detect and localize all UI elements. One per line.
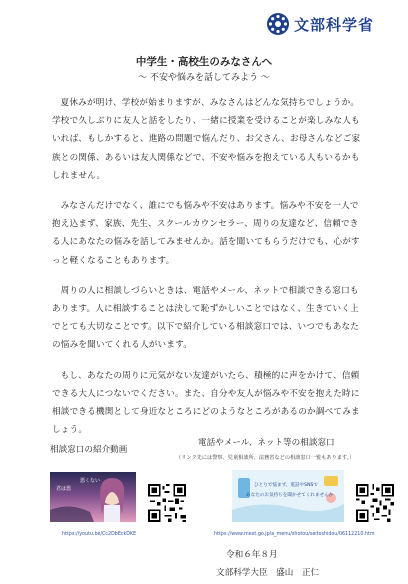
banner-text-2: あなたのお気持ちを聞かせてくれませんか [246, 493, 334, 498]
logo-text: 文部科学省 [293, 15, 374, 34]
paragraph-3: 周りの人に相談しづらいときは、電話やメール、ネットで相談できる窓口もあります。人に相談することは決して恥ずかしいことではなく、生きていく上でとても大切なことです。以下で紹介している相談窓口では、いつでもあなたの悩みを聞いてくれる人がいます。 [52, 285, 360, 351]
contact-section-heading: 電話やメール、ネット等の相談窓口 [198, 438, 335, 448]
video-section-heading: 相談窓口の紹介動画 [50, 445, 128, 455]
contact-banner[interactable] [232, 470, 344, 522]
thumbnail-text-1: 君は悪 [56, 486, 72, 492]
qr-code-contacts[interactable] [356, 484, 394, 522]
qr-code-video[interactable] [148, 484, 186, 522]
message-body [52, 94, 364, 451]
paragraph-1: 夏休みが明け、学校が始まりますが、みなさんはどんな気持ちでしょうか。学校で久しぶりに友人と話をしたり、一緒に授業を受けることが楽しみな人もいれば、もしかすると、進路の問題で悩んだり、お父さん、お母さんなどご家族との関係、あるいは友人関係などで、不安や悩みを抱えている人もいるかもしれません。 [52, 98, 361, 181]
thumbnail-text-2: 悪くない [80, 478, 101, 484]
mext-logo [266, 12, 374, 36]
mext-emblem-icon [266, 12, 290, 36]
issue-date: 令和６年８月 [226, 550, 278, 560]
page-title: 中学生・高校生のみなさんへ [135, 56, 273, 68]
minister-signature: 文部科学大臣 盛山 正仁 [216, 568, 320, 578]
video-link[interactable]: https://youtu.be/Cc2DbEckDKE [62, 532, 137, 537]
banner-text-1: ひとりで悩まず、電話やSNSで [254, 483, 319, 488]
page-subtitle: ～ 不安や悩みを話してみよう ～ [138, 73, 270, 83]
video-thumbnail[interactable] [50, 472, 136, 522]
paragraph-2: みなさんだけでなく、誰にでも悩みや不安はあります。悩みや不安を一人で抱え込まず、家族、先生、スクールカウンセラー、周りの友達など、信頼できる人にあなたの悩みを話してみませんか。話を聞いてもらうだけでも、心がすっと軽くなることもあります。 [52, 201, 360, 266]
contact-banner-art [232, 470, 344, 522]
paragraph-4: もし、あなたの周りに元気がない友達がいたら、積極的に声をかけて、信頼できる大人につないでください。また、自分や友人が悩みや不安を抱えた時に相談できる機関として身近なところにどのようなところがあるのか調べてみましょう。 [52, 370, 360, 436]
contact-section-note: （リンク先には警察、児童相談所、法務省などの相談窓口一覧もあります。） [176, 455, 355, 461]
contacts-link[interactable]: https://www.mext.go.jp/a_menu/shotou/seitoshidou/06112210.htm [214, 532, 375, 537]
video-thumbnail-art [50, 472, 136, 522]
